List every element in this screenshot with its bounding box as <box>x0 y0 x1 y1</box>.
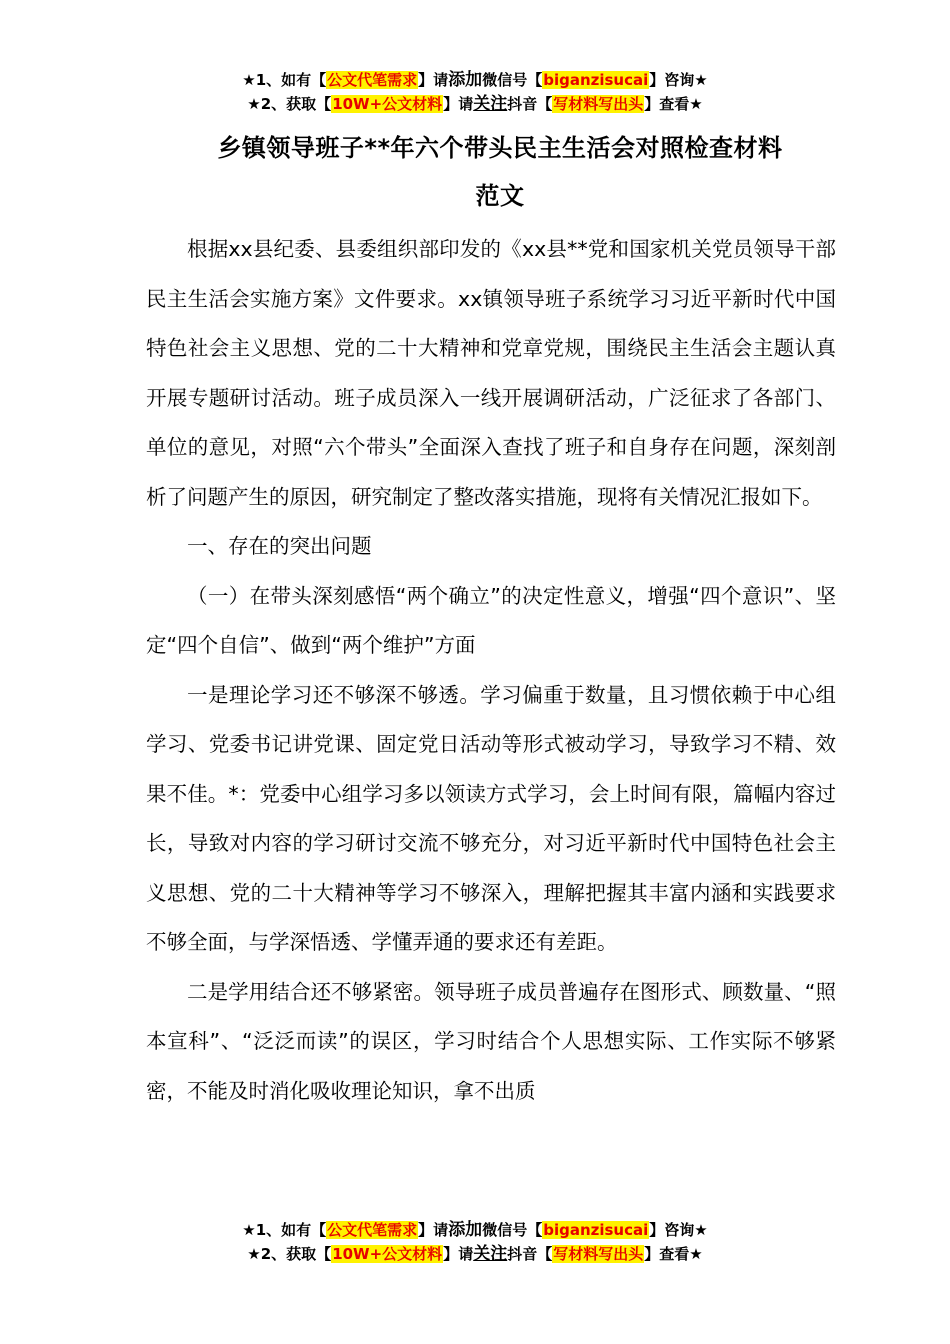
promo-line-1 <box>0 1218 950 1242</box>
promo-text: ★1、如有【 <box>242 1221 327 1239</box>
document-title: 乡镇领导班子**年六个带头民主生活会对照检查材料 <box>217 134 783 162</box>
section-heading: 一、存在的突出问题 <box>187 534 372 558</box>
document-title-continuation: 范文 <box>475 182 525 210</box>
promo-text: 微信号【 <box>482 1221 543 1239</box>
promo-highlight: 10W+公文材料 <box>332 1245 443 1263</box>
promo-text: 】请 <box>418 1221 449 1239</box>
promo-text: 】查看★ <box>644 95 703 113</box>
promo-text: 】请 <box>443 1245 474 1263</box>
promo-wechat-id: biganzisucai <box>543 1221 649 1239</box>
promo-line-1 <box>0 68 950 92</box>
promo-text: 抖音【 <box>507 1245 553 1263</box>
promo-text: 】查看★ <box>644 1245 703 1263</box>
promo-line-2 <box>0 92 950 116</box>
paragraph-intro: 根据xx县纪委、县委组织部印发的《xx县**党和国家机关党员领导干部民主生活会实施方案》文件要求。xx镇领导班子系统学习习近平新时代中国特色社会主义思想、党的二十大精神和党章党规，围绕民主生活会主题认真开展专题研讨活动。班子成员深入一线开展调研活动，广泛征求了各部门、单位的意见，对照“六个带头”全面深入查找了班子和自身存在问题，深刻剖析了问题产生的原因，研究制定了整改落实措施，现将有关情况汇报如下。 <box>146 237 836 509</box>
promo-highlight: 10W+公文材料 <box>332 95 443 113</box>
document-body <box>146 225 836 1116</box>
promo-text: 关注 <box>473 1244 508 1264</box>
paragraph-point-1: 一是理论学习还不够深不够透。学习偏重于数量，且习惯依赖于中心组学习、党委书记讲党课、固定党日活动等形式被动学习，导致学习不精、效果不佳。*：党委中心组学习多以领读方式学习，会上时间有限，篇幅内容过长，导致对内容的学习研讨交流不够充分，对习近平新时代中国特色社会主义思想、党的二十大精神等学习不够深入，理解把握其丰富内涵和实践要求不够全面，与学深悟透、学懂弄通的要求还有差距。 <box>146 682 836 954</box>
promo-text: 】咨询★ <box>649 1221 708 1239</box>
promo-banner-bottom <box>0 1218 950 1266</box>
promo-text: 】咨询★ <box>649 71 708 89</box>
paragraph-point-2: 二是学用结合还不够紧密。领导班子成员普遍存在图形式、顾数量、“照本宣科”、“泛泛而读”的误区，学习时结合个人思想实际、工作实际不够紧密，不能及时消化吸收理论知识，拿不出质 <box>146 979 836 1103</box>
promo-text: 】请 <box>443 95 474 113</box>
promo-text: ★2、获取【 <box>247 1245 332 1263</box>
promo-banner-top <box>0 68 950 116</box>
promo-text: 微信号【 <box>482 71 543 89</box>
promo-text: ★2、获取【 <box>247 95 332 113</box>
promo-text: 关注 <box>473 94 508 114</box>
promo-douyin-id: 写材料写出头 <box>553 95 644 113</box>
promo-text: 添加 <box>448 1220 483 1240</box>
subsection-heading: （一）在带头深刻感悟“两个确立”的决定性意义，增强“四个意识”、坚定“四个自信”、做到“两个维护”方面 <box>146 583 836 657</box>
promo-wechat-id: biganzisucai <box>543 71 649 89</box>
promo-douyin-id: 写材料写出头 <box>553 1245 644 1263</box>
promo-highlight: 公文代笔需求 <box>327 71 418 89</box>
promo-highlight: 公文代笔需求 <box>327 1221 418 1239</box>
promo-text: 添加 <box>448 70 483 90</box>
promo-text: 抖音【 <box>507 95 553 113</box>
promo-line-2 <box>0 1242 950 1266</box>
promo-text: ★1、如有【 <box>242 71 327 89</box>
promo-text: 】请 <box>418 71 449 89</box>
